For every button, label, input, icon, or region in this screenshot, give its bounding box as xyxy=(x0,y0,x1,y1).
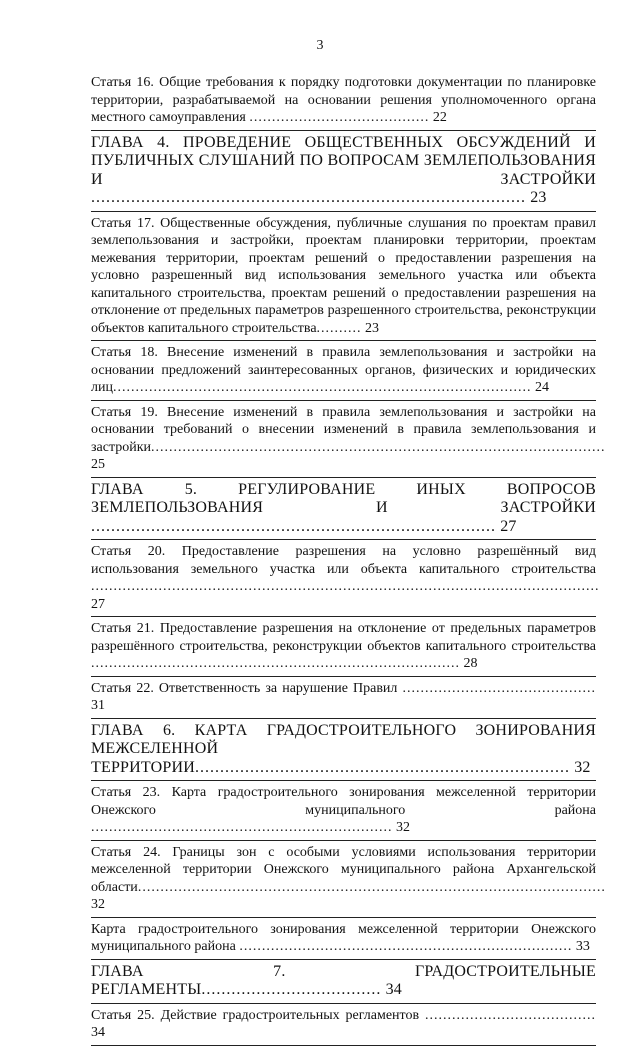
toc-leader-dots: ................................................................................. xyxy=(91,517,496,535)
toc-page-number: 34 xyxy=(91,1025,105,1040)
toc-entry-text: Статья 21. Предоставление разрешения на отклонение от предельных параметров разрешённого строительства, реконструкции объектов капитального строительства xyxy=(91,621,596,654)
toc-entry-text: Статья 25. Действие градостроительных регламентов xyxy=(91,1007,420,1023)
toc-entry-text: Статья 17. Общественные обсуждения, публичные слушания по проектам правил землепользования и застройки, проектам планировки территории, проектам межевания территории, проектам решений о предоставлении разрешения на условно разрешенный вид использования земельного участка или объекта капитального строительства, проектам решений о предоставлении разрешения на отклонение от предельных параметров разрешенного строительства, реконструкции объектов капитального строительства xyxy=(91,215,596,336)
toc-leader-dots: .................................... xyxy=(201,981,382,998)
toc-chapter[interactable] xyxy=(91,722,596,782)
toc-entry-text: Статья 18. Внесение изменений в правила землепользования и застройки на основании предложений заинтересованных органов, физических и юридических лиц xyxy=(91,345,596,395)
toc-entry-text: Карта градостроительного зонирования межселенной территории Онежского муниципального района xyxy=(91,921,596,954)
toc-leader-dots: ..................................................................................................... xyxy=(151,439,606,455)
toc-entry[interactable] xyxy=(91,344,596,401)
toc-page-number: 27 xyxy=(91,596,105,612)
toc-chapter-text: ГЛАВА 4. ПРОВЕДЕНИЕ ОБЩЕСТВЕННЫХ ОБСУЖДЕНИЙ И ПУБЛИЧНЫХ СЛУШАНИЙ ПО ВОПРОСАМ ЗЕМЛЕПОЛЬЗОВАНИЯ И ЗАСТРОЙКИ xyxy=(91,133,596,188)
toc-page-number: 23 xyxy=(530,189,547,206)
toc-leader-dots: ........................................ xyxy=(249,110,430,125)
toc-entry-text: Статья 19. Внесение изменений в правила землепользования и застройки на основании требований о внесении изменений в правила землепользования и застройки xyxy=(91,404,596,455)
toc-page-number: 32 xyxy=(574,758,591,776)
toc-leader-dots: ....................................................................................... xyxy=(91,189,526,206)
toc-leader-dots: .......... xyxy=(316,320,362,336)
toc-leader-dots: ............................................................................................. xyxy=(112,380,532,395)
toc-leader-dots: .......................................................................... xyxy=(239,939,573,954)
toc-chapter[interactable] xyxy=(91,134,596,212)
toc-entry[interactable] xyxy=(91,921,596,960)
toc-entry[interactable] xyxy=(91,543,600,617)
toc-page-number: 27 xyxy=(500,517,517,535)
toc-entry-text: Статья 24. Границы зон с особыми условиями использования территории межселенной территории Онежского муниципального района Архангельской области xyxy=(91,844,596,895)
toc-leader-dots: ...................................... xyxy=(425,1007,596,1023)
toc-page-number: 24 xyxy=(534,380,549,395)
toc-entry[interactable] xyxy=(91,844,606,918)
toc-entry-text: Статья 16. Общие требования к порядку подготовки документации по планировке территории, разрабатываемой на основании решения уполномоченного органа местного самоуправления xyxy=(91,75,596,125)
toc-page-number: 31 xyxy=(91,698,105,713)
toc-leader-dots: ................................................................................................................. xyxy=(91,579,600,594)
toc-page-number: 22 xyxy=(432,110,447,125)
toc-entry[interactable] xyxy=(91,784,596,841)
toc-entry[interactable] xyxy=(91,1007,596,1046)
toc-chapter-text: ГЛАВА 5. РЕГУЛИРОВАНИЕ ИНЫХ ВОПРОСОВ ЗЕМЛЕПОЛЬЗОВАНИЯ И ЗАСТРОЙКИ xyxy=(91,480,596,516)
toc-entry[interactable] xyxy=(91,404,606,478)
toc-page-number: 32 xyxy=(91,897,105,912)
toc-page-number: 34 xyxy=(385,981,403,998)
toc-leader-dots: ........................................... xyxy=(402,680,597,696)
page-number: 3 xyxy=(316,38,324,53)
toc-entry[interactable] xyxy=(91,680,596,719)
toc-page-number: 25 xyxy=(91,457,105,472)
toc-leader-dots: ........................................................................................................ xyxy=(137,879,606,895)
toc-entry[interactable] xyxy=(91,74,596,131)
toc-entry-text: Статья 23. Карта градостроительного зонирования межселенной территории Онежского муниципального района xyxy=(91,785,596,818)
toc-chapter[interactable] xyxy=(91,963,596,1004)
toc-page-number: 32 xyxy=(396,820,410,835)
toc-page-number: 23 xyxy=(365,320,380,336)
toc-entry-text: Статья 22. Ответственность за нарушение Правил xyxy=(91,680,398,696)
toc-chapter-text: ГЛАВА 6. КАРТА ГРАДОСТРОИТЕЛЬНОГО ЗОНИРОВАНИЯ МЕЖСЕЛЕННОЙ ТЕРРИТОРИИ xyxy=(91,721,596,776)
toc-leader-dots: ................................................................... xyxy=(91,820,393,835)
toc-entry[interactable] xyxy=(91,215,596,342)
toc-leader-dots: ........................................................................... xyxy=(195,758,571,776)
toc-page-number: 28 xyxy=(463,656,478,671)
table-of-contents xyxy=(91,74,606,1049)
toc-leader-dots: .................................................................................. xyxy=(91,656,460,671)
toc-entry-text: Статья 20. Предоставление разрешения на условно разрешённый вид использования земельного участка или объекта капитального строительства xyxy=(91,544,596,577)
toc-page-number: 33 xyxy=(575,939,590,954)
toc-entry[interactable] xyxy=(91,620,596,677)
toc-chapter[interactable] xyxy=(91,481,596,541)
toc-chapter-text: ГЛАВА 7. ГРАДОСТРОИТЕЛЬНЫЕ РЕГЛАМЕНТЫ xyxy=(91,962,596,998)
